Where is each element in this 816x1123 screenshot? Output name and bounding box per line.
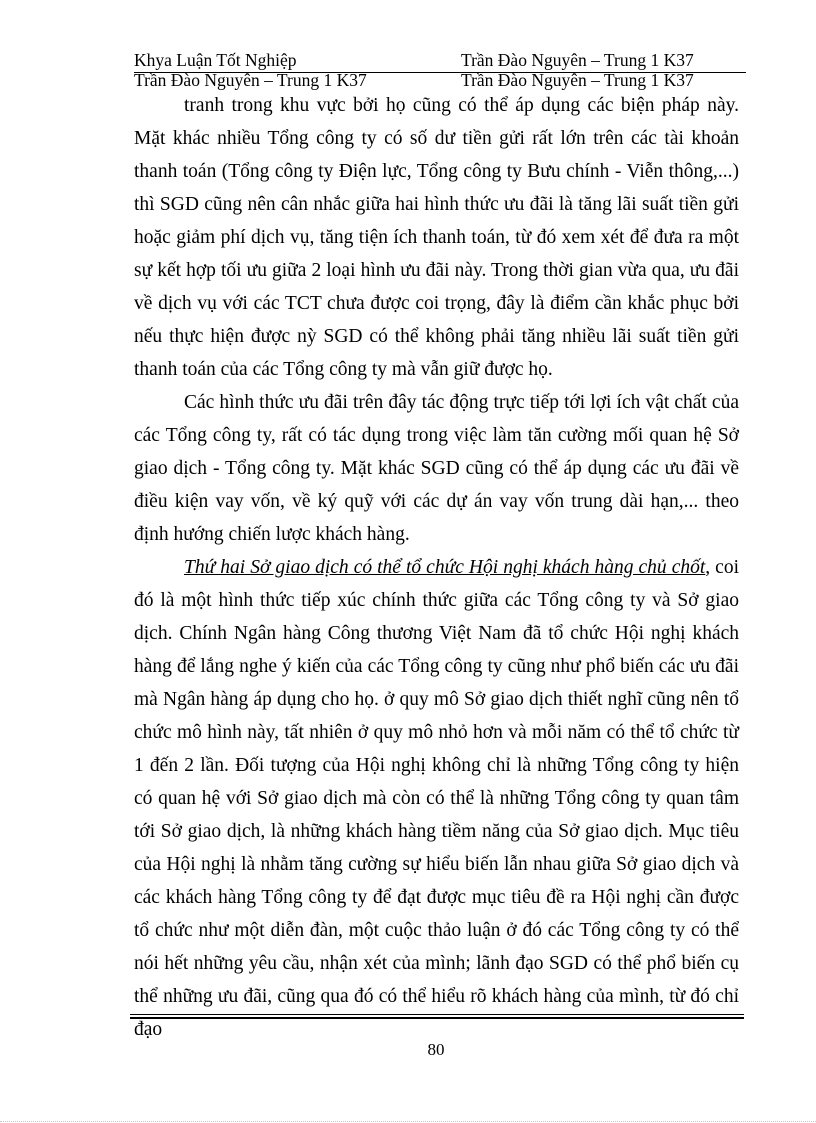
paragraph-3-emphasis: Thứ hai Sở giao dịch có thể tổ chức Hội nghị khách hàng chủ chốt bbox=[184, 557, 706, 578]
footer-rule-thick bbox=[130, 1017, 744, 1019]
header-author-2: Trần Đào Nguyên – Trung 1 K37 bbox=[134, 70, 367, 90]
paragraph-1: tranh trong khu vực bởi họ cũng có thể áp dụng các biện pháp này. Mặt khác nhiều Tổng công ty có số dư tiền gửi rất lớn trên các tài khoản thanh toán (Tổng công ty Điện lực, Tổng công ty Bưu chính - Viễn thông,...) thì SGD cũng nên cân nhắc giữa hai hình thức ưu đãi là tăng lãi suất tiền gửi hoặc giảm phí dịch vụ, tăng tiện ích thanh toán, từ đó xem xét để đưa ra một sự kết hợp tối ưu giữa 2 loại hình ưu đãi này. Trong thời gian vừa qua, ưu đãi về dịch vụ với các TCT chưa được coi trọng, đây là điểm cần khắc phục bởi nếu thực hiện được nỳ SGD có thể không phải tăng nhiều lãi suất tiền gửi thanh toán của các Tổng công ty mà vẫn giữ được họ. bbox=[134, 95, 739, 380]
paragraph-3-rest: , coi đó là một hình thức tiếp xúc chính thức giữa các Tổng công ty và Sở giao dịch. Chính Ngân hàng Công thương Việt Nam đã tổ chức Hội nghị khách hàng để lắng nghe ý kiến của các Tổng công ty cũng như phổ biến các ưu đãi mà Ngân hàng áp dụng cho họ. ở quy mô Sở giao dịch thiết nghĩ cũng nên tổ chức mô hình này, tất nhiên ở quy mô nhỏ hơn và mỗi năm có thể tổ chức từ 1 đến 2 lần. Đối tượng của Hội nghị không chỉ là những Tổng công ty hiện có quan hệ với Sở giao dịch mà còn có thể là những Tổng công ty quan tâm tới Sở giao dịch, là những khách hàng tiềm năng của Sở giao dịch. Mục tiêu của Hội nghị là nhằm tăng cường sự hiểu biến lẫn nhau giữa Sở giao dịch và các khách hàng Tổng công ty để đạt được mục tiêu đề ra Hội nghị cần được tổ chức như một diễn đàn, một cuộc thảo luận ở đó các Tổng công ty có thể nói hết những yêu cầu, nhận xét của mình; lãnh đạo SGD có thể phổ biến cụ thể những ưu đãi, cũng qua đó có thể hiểu rõ khách hàng của mình, từ đó chỉ đạo bbox=[134, 557, 739, 1040]
header-rule bbox=[134, 72, 746, 73]
header-author-3: Trần Đào Nguyên – Trung 1 K37 bbox=[461, 70, 694, 90]
page-bottom-divider bbox=[0, 1121, 816, 1122]
header-row-1 bbox=[134, 50, 746, 70]
header-thesis-title: Khya Luận Tốt Nghiệp bbox=[134, 50, 297, 70]
paragraph-2: Các hình thức ưu đãi trên đây tác động trực tiếp tới lợi ích vật chất của các Tổng công ty, rất có tác dụng trong việc làm tăn cường mối quan hệ Sở giao dịch - Tổng công ty. Mặt khác SGD cũng có thể áp dụng các ưu đãi về điều kiện vay vốn, về ký quỹ với các dự án vay vốn trung dài hạn,... theo định hướng chiến lược khách hàng. bbox=[134, 392, 739, 545]
page-header bbox=[134, 50, 746, 90]
page-number: 80 bbox=[427, 1040, 445, 1059]
header-row-2 bbox=[134, 70, 746, 90]
body-text bbox=[134, 89, 739, 1046]
footer-rule-thin bbox=[130, 1014, 744, 1015]
header-author-1: Trần Đào Nguyên – Trung 1 K37 bbox=[461, 50, 694, 70]
paragraph-3 bbox=[134, 551, 739, 1046]
